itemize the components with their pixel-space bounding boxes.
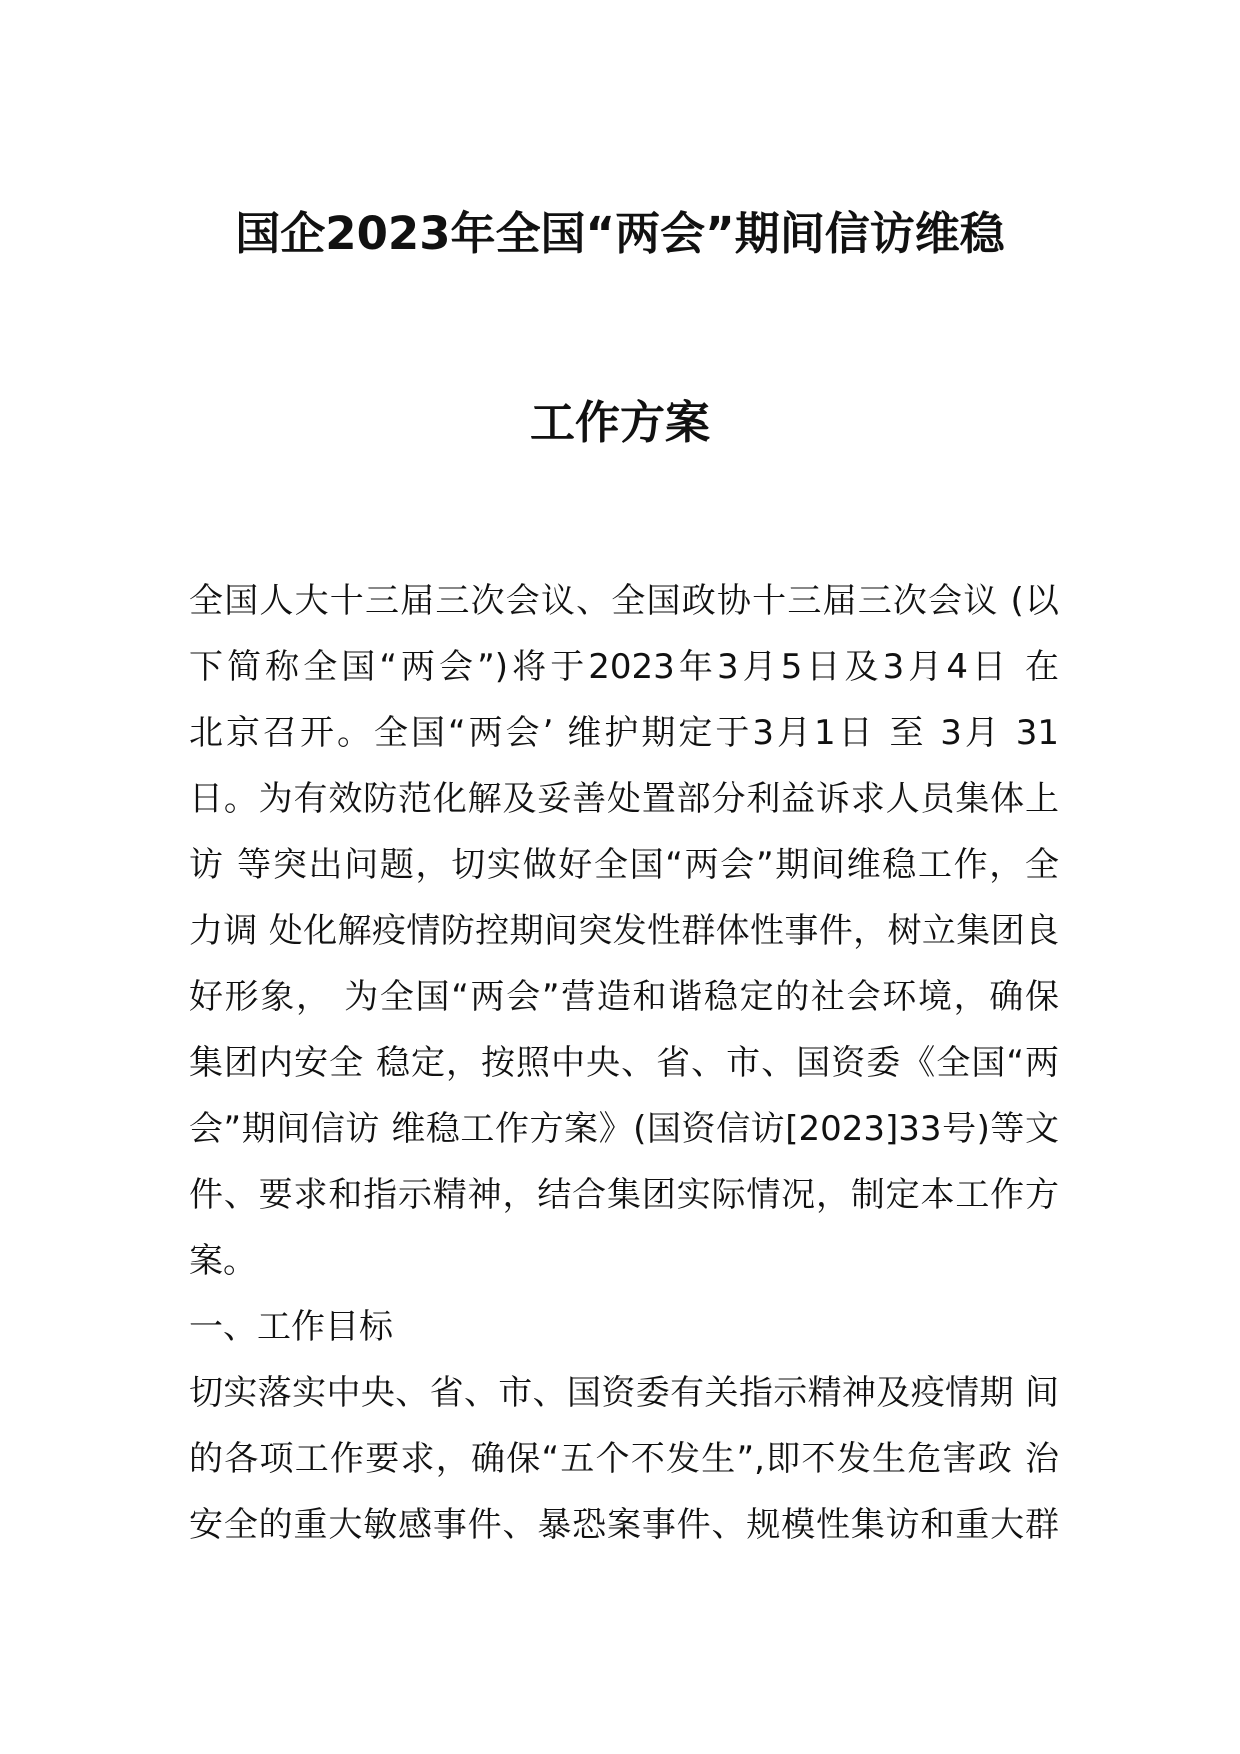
- body-line: 日。为有效防范化解及妥善处置部分利益诉求人员集体上: [189, 779, 1059, 819]
- body-line: 会”期间信访 维稳工作方案》(国资信访[2023]33号)等文: [189, 1109, 1059, 1149]
- section-heading: 一、工作目标: [189, 1307, 393, 1347]
- document-title-line-1: 国企2023年全国“两会”期间信访维稳: [235, 207, 1005, 260]
- body-line: 全国人大十三届三次会议、全国政协十三届三次会议 (以: [189, 581, 1059, 621]
- body-line: 北京召开。全国“两会’ 维护期定于3月1日 至 3月 31: [189, 713, 1059, 753]
- body-line: 访 等突出问题，切实做好全国“两会”期间维稳工作，全: [189, 845, 1059, 885]
- body-line: 案。: [189, 1241, 257, 1281]
- body-line: 的各项工作要求，确保“五个不发生”,即不发生危害政 治: [189, 1439, 1059, 1479]
- body-line: 切实落实中央、省、市、国资委有关指示精神及疫情期 间: [189, 1373, 1059, 1413]
- body-line: 好形象， 为全国“两会”营造和谐稳定的社会环境，确保: [189, 977, 1059, 1017]
- document-title-line-2: 工作方案: [529, 396, 710, 449]
- body-line: 件、要求和指示精神，结合集团实际情况，制定本工作方: [189, 1175, 1059, 1215]
- body-line: 集团内安全 稳定，按照中央、省、市、国资委《全国“两: [189, 1043, 1059, 1083]
- body-line: 安全的重大敏感事件、暴恐案事件、规模性集访和重大群: [189, 1505, 1059, 1545]
- body-line: 下简称全国“两会”)将于2023年3月5日及3月4日 在: [189, 647, 1059, 687]
- body-line: 力调 处化解疫情防控期间突发性群体性事件，树立集团良: [189, 911, 1059, 951]
